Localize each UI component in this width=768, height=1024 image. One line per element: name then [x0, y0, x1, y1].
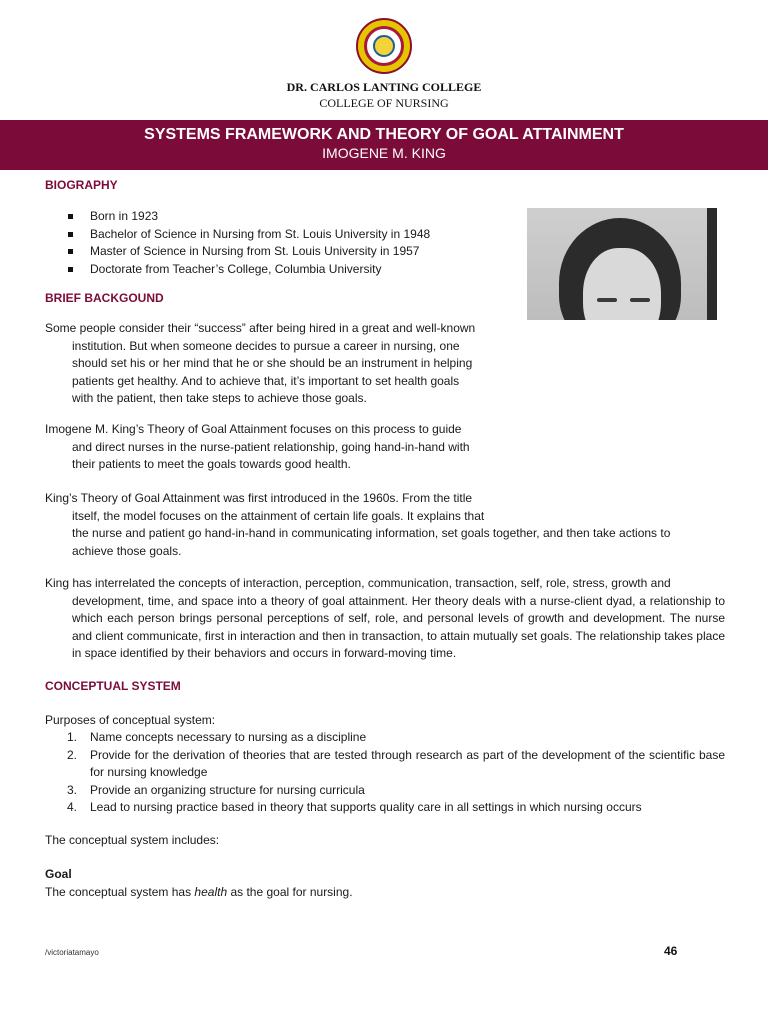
background-paragraph-3 — [45, 490, 725, 560]
list-text: Provide for the derivation of theories that are tested through research as part of the development of the scientific base for nursing knowledge — [90, 747, 725, 779]
goal-text-post: as the goal for nursing. — [227, 885, 353, 899]
college-subtitle: COLLEGE OF NURSING — [319, 96, 449, 110]
text-line: itself, the model focuses on the attainment of certain life goals. It explains that — [72, 508, 485, 523]
text-line: with the patient, then take steps to achieve those goals. — [72, 391, 367, 405]
text-line: their patients to meet the goals towards good health. — [72, 457, 351, 471]
seal-ring — [364, 26, 404, 66]
title-banner — [0, 120, 768, 170]
document-subtitle: IMOGENE M. KING — [322, 145, 446, 161]
list-item — [45, 782, 725, 800]
biography-list — [66, 208, 430, 278]
background-paragraph-1 — [45, 320, 505, 408]
document-title: SYSTEMS FRAMEWORK AND THEORY OF GOAL ATTAINMENT — [144, 126, 624, 143]
list-item — [45, 729, 725, 747]
list-item — [45, 747, 725, 782]
includes-text: The conceptual system includes: — [45, 833, 220, 847]
list-number: 2. — [67, 747, 78, 762]
photo-brow-left — [597, 298, 617, 302]
background-heading: BRIEF BACKGOUND — [45, 291, 164, 305]
list-text: Name concepts necessary to nursing as a discipline — [90, 730, 367, 744]
list-text: Lead to nursing practice based in theory that supports quality care in all settings in which nursing occurs — [90, 800, 642, 814]
text-line: and direct nurses in the nurse-patient relationship, going hand-in-hand with — [72, 439, 470, 454]
biography-heading: BIOGRAPHY — [45, 178, 118, 192]
goal-text — [45, 884, 353, 902]
page-number: 46 — [664, 944, 678, 958]
list-item: Master of Science in Nursing from St. Louis University in 1957 — [66, 243, 430, 261]
purposes-list — [45, 729, 725, 817]
text-line: patients get healthy. And to achieve that, it’s important to set health goals — [72, 373, 460, 388]
list-item: Doctorate from Teacher’s College, Columbia University — [66, 261, 430, 279]
text-line: Imogene M. King’s Theory of Goal Attainment focuses on this process to guide — [45, 422, 462, 436]
footer-author: /victoriatamayo — [45, 948, 99, 957]
text-line: Some people consider their “success” after being hired in a great and well-known — [45, 321, 476, 335]
list-item: Bachelor of Science in Nursing from St. Louis University in 1948 — [66, 226, 430, 244]
list-text: Provide an organizing structure for nursing curricula — [90, 782, 365, 797]
list-item: Born in 1923 — [66, 208, 430, 226]
list-number: 1. — [67, 730, 78, 744]
list-number: 4. — [67, 800, 78, 814]
goal-heading: Goal — [45, 867, 72, 881]
background-paragraph-2 — [45, 421, 505, 474]
list-item — [45, 799, 725, 817]
text-line: institution. But when someone decides to pursue a career in nursing, one — [72, 338, 460, 353]
text-line: should set his or her mind that he or she should be an instrument in helping — [72, 356, 473, 370]
seal-core — [373, 35, 395, 57]
goal-text-emphasis: health — [194, 885, 228, 899]
list-number: 3. — [67, 782, 78, 797]
text-line: the nurse and patient go hand-in-hand in communicating information, set goals together, and then take actions to — [72, 526, 671, 540]
text-line: achieve those goals. — [72, 543, 182, 558]
text-line: King has interrelated the concepts of interaction, perception, communication, transaction, self, role, stress, growth and — [45, 576, 671, 590]
photo-face — [583, 248, 661, 320]
purposes-intro: Purposes of conceptual system: — [45, 713, 216, 727]
conceptual-heading: CONCEPTUAL SYSTEM — [45, 679, 181, 693]
photo-brow-right — [630, 298, 650, 302]
goal-text-pre: The conceptual system has — [45, 885, 195, 899]
text-line: development, time, and space into a theory of goal attainment. Her theory deals with a nurse-client dyad, a relationship to which each person brings personal perceptions of self, role, and personal levels of growth and development. The nurse and client communicate, first in interaction and then in transaction, to attain mutually set goals. The relationship takes place in space identified by their behaviors and occurs in forward-moving time. — [72, 593, 725, 660]
portrait-photo — [527, 208, 717, 320]
college-name: DR. CARLOS LANTING COLLEGE — [286, 80, 482, 94]
college-seal-icon — [356, 18, 412, 74]
background-paragraph-4 — [45, 575, 725, 663]
photo-edge — [707, 208, 717, 320]
text-line: King’s Theory of Goal Attainment was first introduced in the 1960s. From the title — [45, 491, 473, 505]
